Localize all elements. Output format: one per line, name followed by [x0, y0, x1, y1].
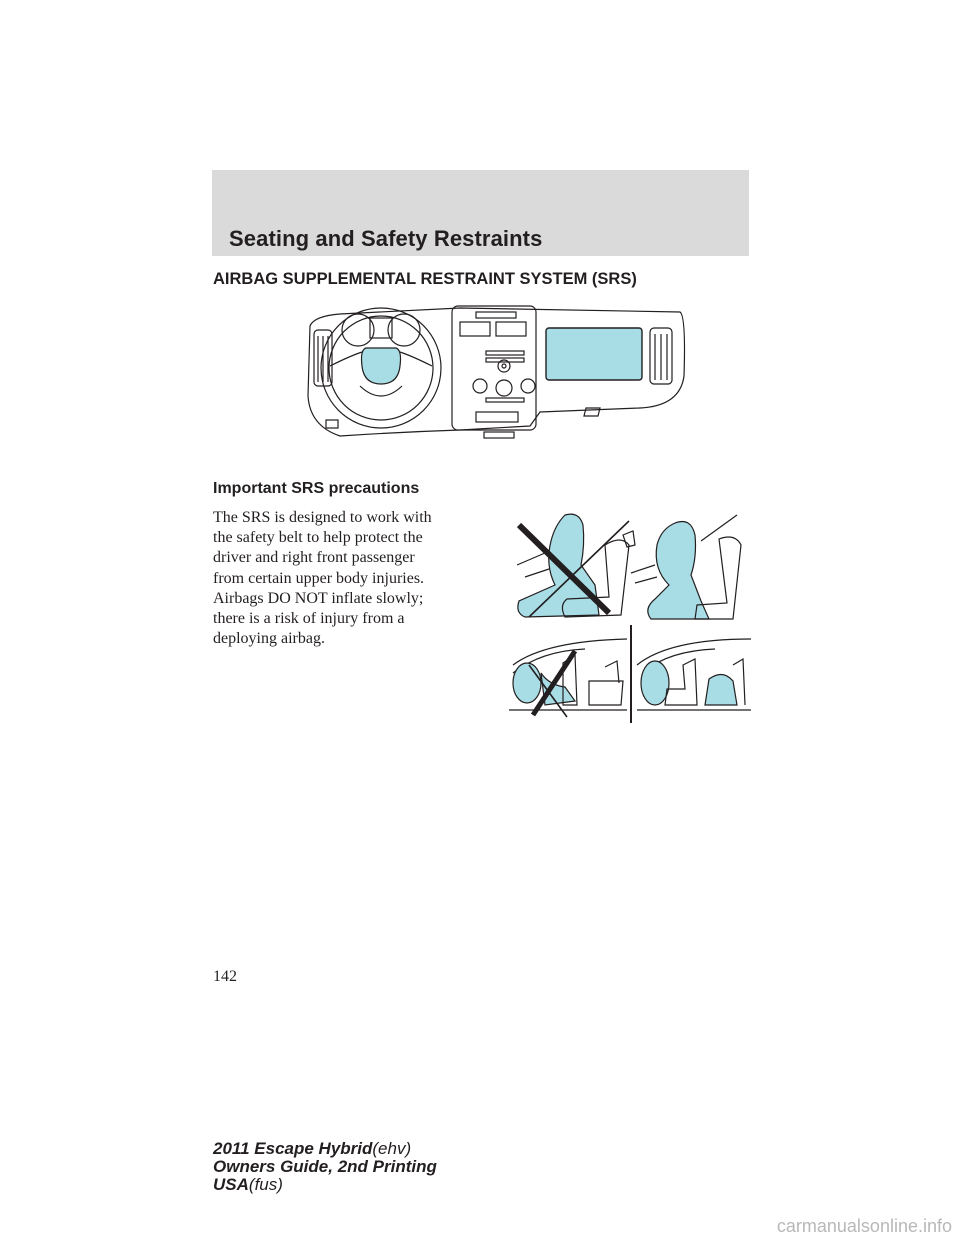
page-title: Seating and Safety Restraints [229, 226, 543, 251]
footer-printing: Owners Guide, 2nd Printing [213, 1157, 437, 1176]
section-heading: AIRBAG SUPPLEMENTAL RESTRAINT SYSTEM (SRS) [213, 270, 637, 288]
document-footer [213, 1140, 437, 1194]
footer-market-code: (fus) [248, 1175, 283, 1194]
dashboard-illustration [300, 296, 690, 466]
body-line: there is a risk of injury from a [213, 610, 405, 628]
page-number: 142 [213, 968, 237, 985]
body-line: from certain upper body injuries. [213, 569, 425, 587]
body-line: The SRS is designed to work with [213, 509, 432, 526]
footer-model-code: (ehv) [372, 1139, 412, 1158]
precautions-body [213, 508, 488, 649]
watermark: carmanualsonline.info [776, 1216, 952, 1236]
body-line: deploying airbag. [213, 630, 325, 648]
body-line: Airbags DO NOT inflate slowly; [213, 589, 424, 607]
footer-model: 2011 Escape Hybrid [213, 1139, 373, 1158]
body-line: the safety belt to help protect the [213, 529, 423, 547]
precautions-heading: Important SRS precautions [213, 480, 420, 497]
body-line: driver and right front passenger [213, 549, 415, 567]
precautions-illustration [505, 505, 755, 725]
footer-market: USA [213, 1175, 249, 1194]
